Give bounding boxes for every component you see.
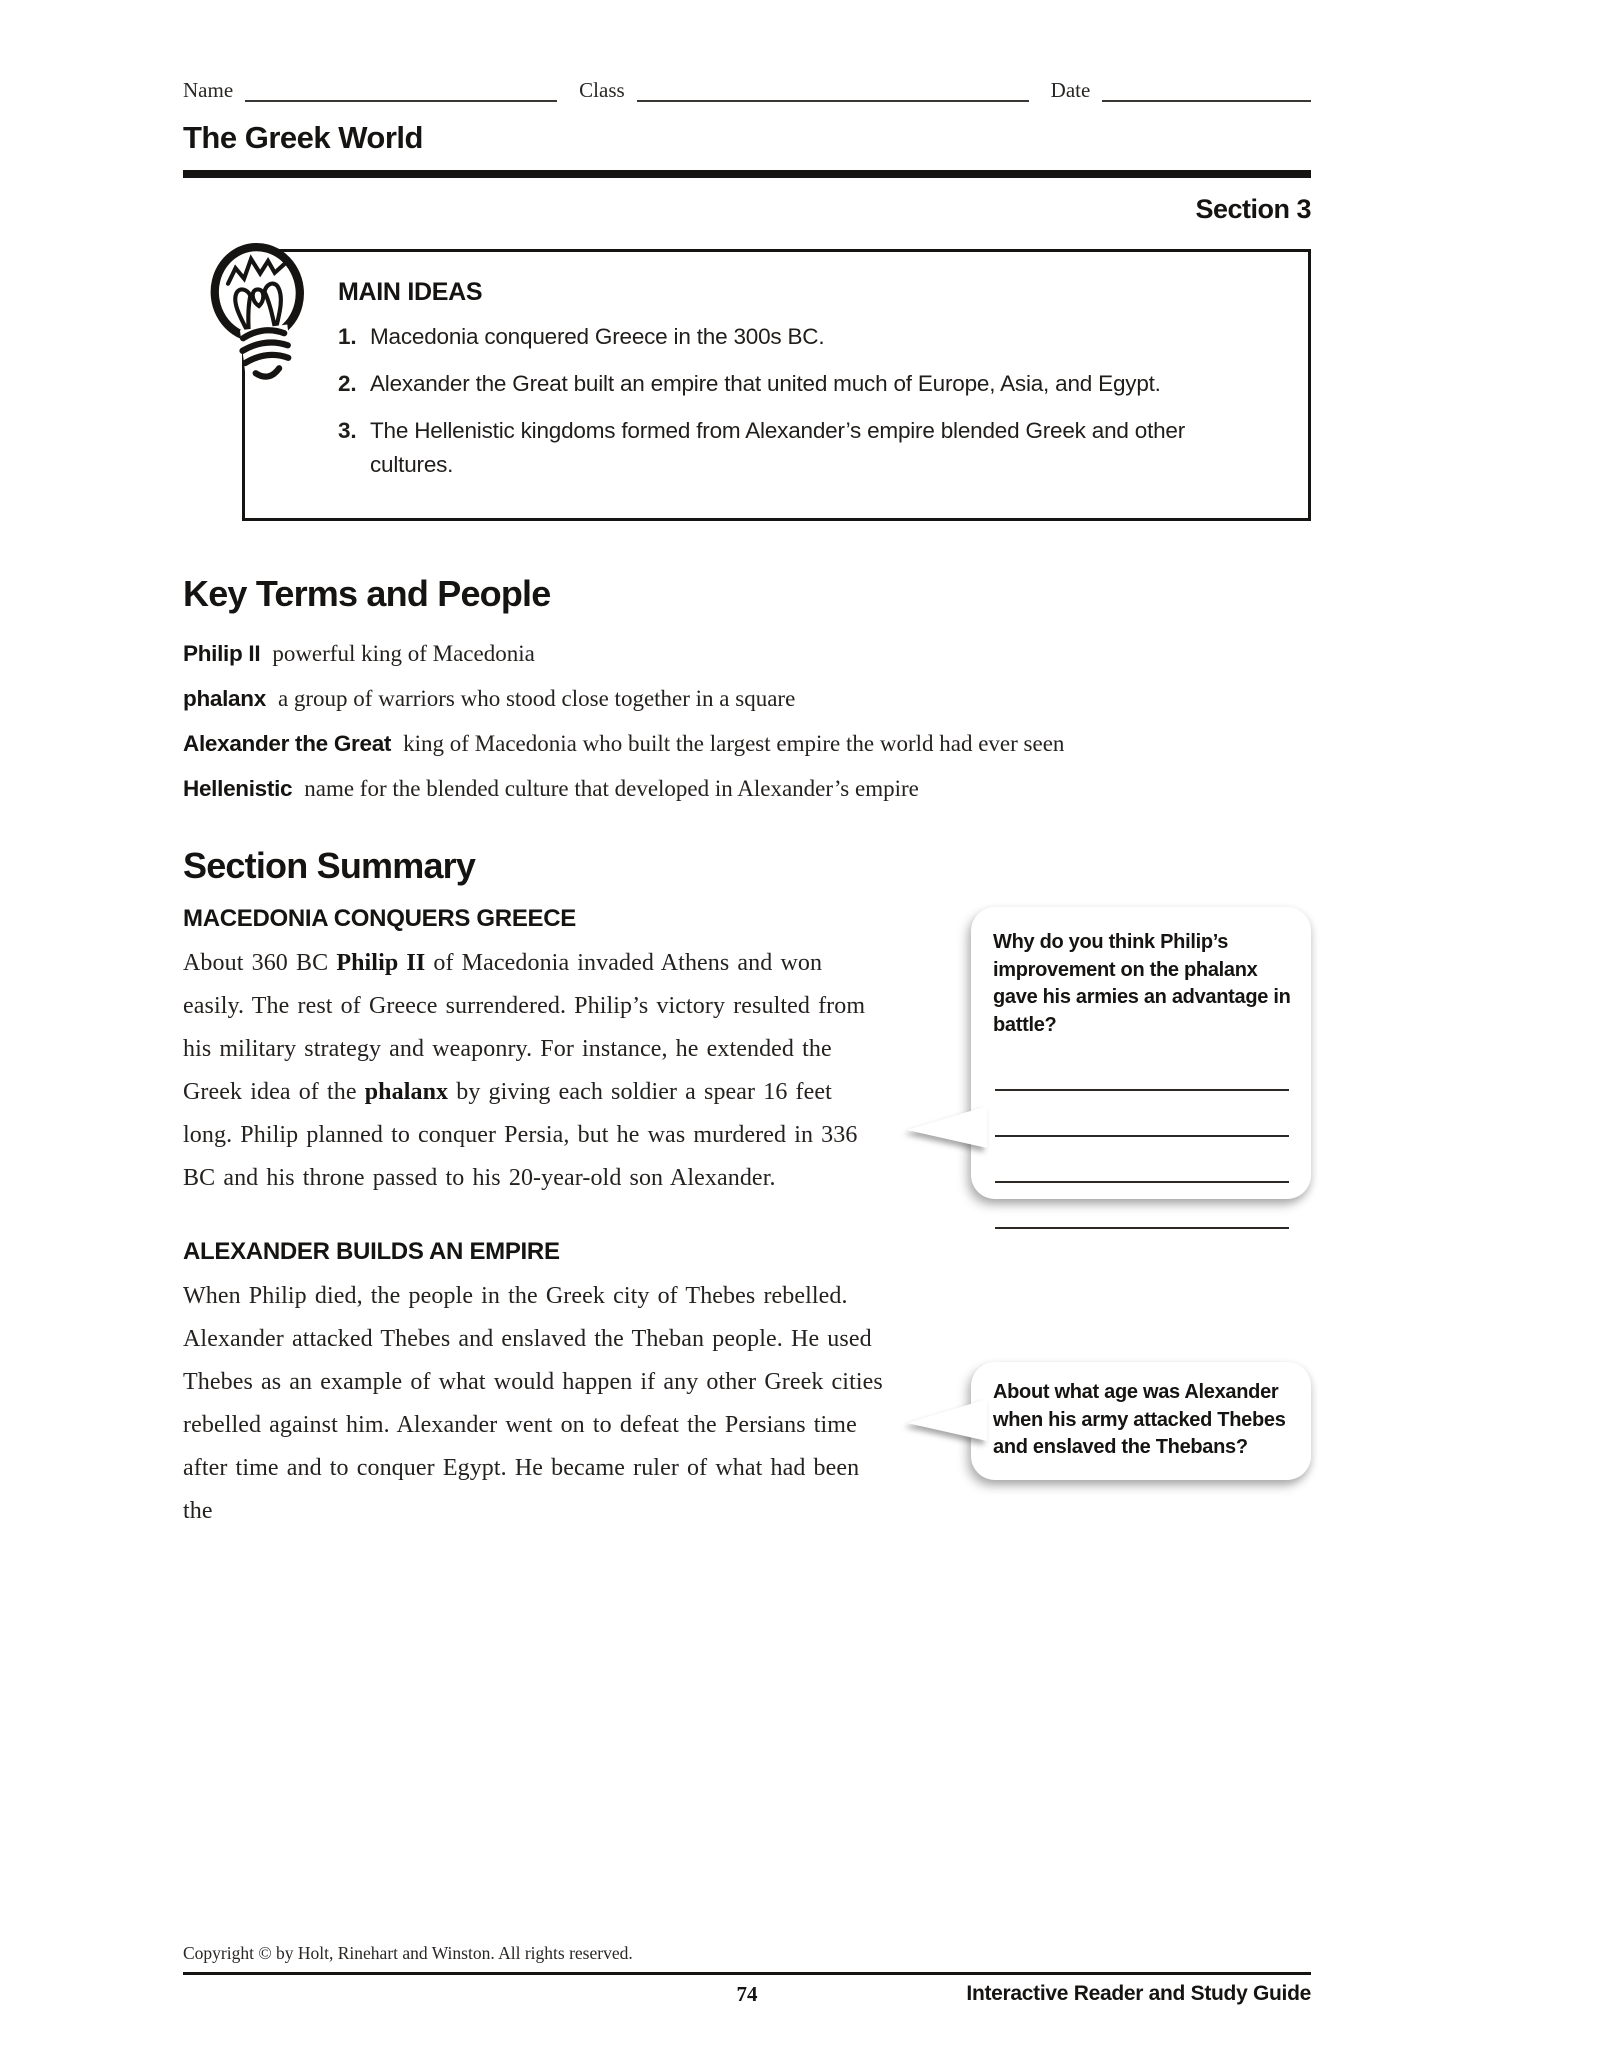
key-term: phalanx [183, 686, 266, 711]
key-term: Philip II [183, 641, 261, 666]
key-term-definition: name for the blended culture that developed in Alexander’s empire [304, 776, 919, 801]
main-idea-item [338, 320, 1278, 354]
main-idea-item [338, 367, 1278, 401]
id-row [183, 78, 1311, 102]
paragraph-text: About 360 BC [183, 950, 337, 976]
main-idea-text: The Hellenistic kingdoms formed from Alexander’s empire blended Greek and other cultures. [370, 418, 1186, 477]
callout-question-text: Why do you think Philip’s improvement on the phalanx gave his armies an advantage in battle? [993, 931, 1291, 1036]
key-term: Alexander the Great [183, 731, 392, 756]
section-summary-heading: Section Summary [183, 845, 476, 886]
paragraph-text: When Philip died, the people in the Greek city of Thebes rebelled. Alexander attacked Thebes and enslaved the Theban people. He used Thebes as an example of what would happen if any other Greek cities rebelled against him. Alexander went on to defeat the Persians time after time and to conquer Egypt. He became ruler of what had been the [183, 1283, 883, 1524]
answer-line[interactable] [995, 1137, 1289, 1183]
name-label: Name [183, 78, 234, 102]
main-idea-text: Macedonia conquered Greece in the 300s BC. [370, 324, 825, 349]
key-terms-list [183, 637, 1311, 805]
class-label: Class [579, 78, 625, 102]
title-rule [183, 170, 1311, 178]
summary-paragraph-1 [183, 942, 889, 1200]
paragraph-text: of Macedonia invaded Athens and won easily. The rest of Greece surrendered. Philip’s victory resulted from his military strategy and weaponry. For instance, he extended the Greek idea of the [183, 950, 866, 1105]
name-blank-line[interactable] [245, 78, 557, 102]
date-blank-line[interactable] [1102, 78, 1311, 102]
main-idea-text: Alexander the Great built an empire that united much of Europe, Asia, and Egypt. [370, 371, 1161, 396]
speech-tail-icon [907, 1396, 987, 1444]
copyright-text: Copyright © by Holt, Rinehart and Winston. All rights reserved. [183, 1943, 633, 1963]
summary-paragraph-2 [183, 1275, 889, 1533]
key-term-definition: king of Macedonia who built the largest empire the world had ever seen [403, 731, 1065, 756]
page-footer [183, 1943, 1311, 2012]
key-term-row [183, 727, 1243, 760]
answer-line[interactable] [995, 1045, 1289, 1091]
callout-question-text: About what age was Alexander when his army attacked Thebes and enslaved the Thebans? [993, 1381, 1286, 1458]
key-term-definition: a group of warriors who stood close together in a square [277, 686, 796, 711]
paragraph-text: by giving each soldier a spear 16 feet long. Philip planned to conquer Persia, but he was murdered in 336 BC and his throne passed to his 20-year-old son Alexander. [183, 1079, 858, 1191]
answer-line[interactable] [995, 1091, 1289, 1137]
main-ideas-box [242, 249, 1311, 521]
key-term: Hellenistic [183, 776, 293, 801]
key-term-row [183, 637, 1243, 670]
main-idea-number: 3. [338, 418, 357, 443]
speech-tail-icon [907, 1103, 987, 1151]
bold-term-phalanx: phalanx [364, 1079, 449, 1105]
subheading-macedonia: MACEDONIA CONQUERS GREECE [183, 905, 576, 932]
main-ideas-heading: MAIN IDEAS [338, 278, 483, 306]
key-terms-heading: Key Terms and People [183, 573, 551, 614]
page-title: The Greek World [183, 120, 423, 155]
key-term-definition: powerful king of Macedonia [272, 641, 535, 666]
answer-line[interactable] [995, 1183, 1289, 1229]
lightbulb-icon [196, 234, 327, 395]
class-blank-line[interactable] [637, 78, 1029, 102]
key-term-row [183, 772, 1243, 805]
key-term-row [183, 682, 1243, 715]
date-label: Date [1050, 78, 1091, 102]
callout-question-2 [971, 1362, 1311, 1480]
guide-title: Interactive Reader and Study Guide [966, 1982, 1311, 2005]
bold-term-philip: Philip II [336, 950, 426, 976]
footer-rule [183, 1972, 1311, 1975]
page-number: 74 [736, 1982, 758, 2006]
main-idea-item [338, 414, 1278, 482]
section-label: Section 3 [1195, 194, 1311, 224]
subheading-alexander: ALEXANDER BUILDS AN EMPIRE [183, 1238, 560, 1265]
answer-lines [993, 1045, 1291, 1229]
callout-question-1 [971, 907, 1311, 1199]
main-idea-number: 1. [338, 324, 357, 349]
main-idea-number: 2. [338, 371, 357, 396]
